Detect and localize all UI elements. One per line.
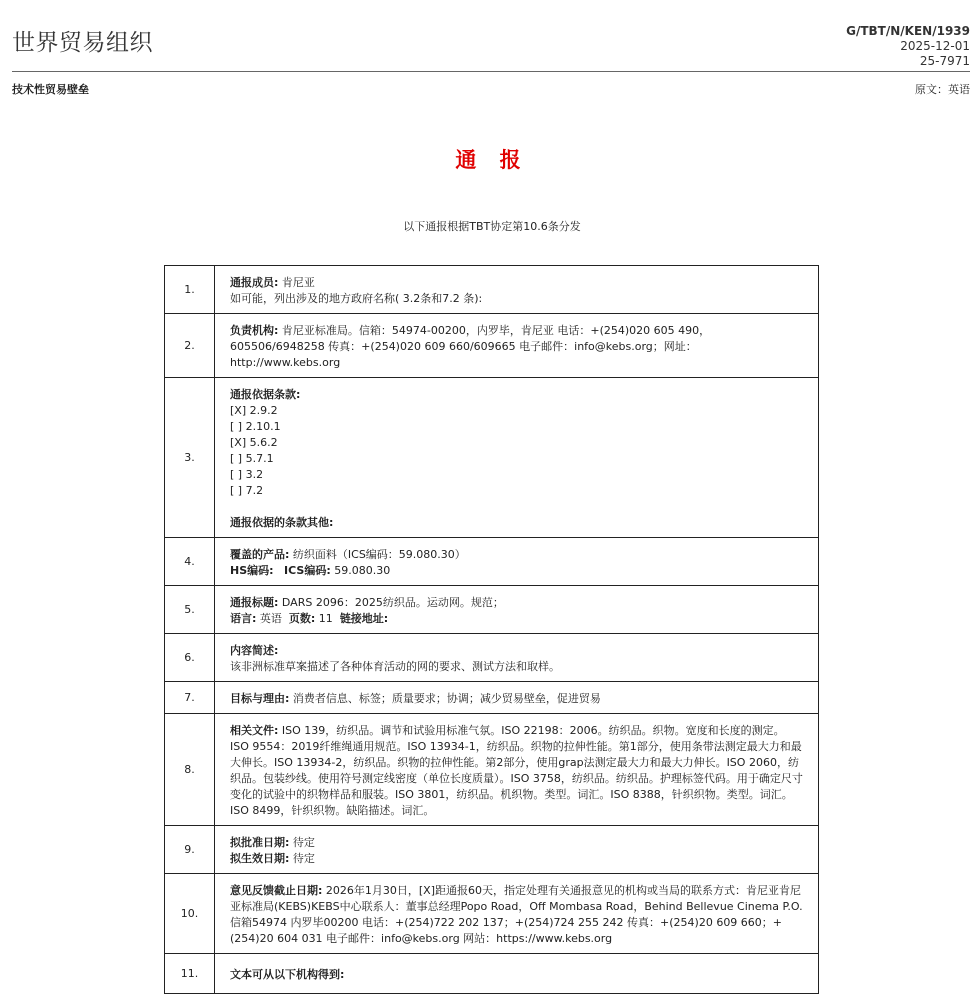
field-label: 通报依据条款: <box>230 387 301 401</box>
row-number: 9. <box>165 826 215 874</box>
row-content <box>215 378 819 538</box>
row-number: 11. <box>165 954 215 994</box>
field-value: 纺织面料（ICS编码：59.080.30） <box>289 547 466 561</box>
table-row <box>165 714 819 826</box>
table-row <box>165 378 819 538</box>
row-number: 4. <box>165 538 215 586</box>
field-label: 文本可从以下机构得到: <box>230 967 345 981</box>
field-value: 肯尼亚标准局。信箱：54974-00200，内罗毕，肯尼亚 电话：+(254)020 605 490，605506/6948258 传真：+(254)020 609 660/609665 电子邮件：info@kebs.org；网址：http://www.kebs.org <box>230 323 711 369</box>
field-value: 2026年1月30日，[X]距通报60天，指定处理有关通报意见的机构或当局的联系方式：肯尼亚肯尼亚标准局(KEBS)KEBS中心联系人：董事总经理Popo Road，Off Mombasa Road，Behind Bellevue Cinema P.O.信箱54974 内罗毕00200 电话：+(254)722 202 137；+(254)724 255 242 传真：+(254)20 609 660；+(254)20 604 031 电子邮件：info@kebs.org 网站：https://www.kebs.org <box>230 883 803 945</box>
field-label: 目标与理由: <box>230 691 290 705</box>
field-label: ICS编码: <box>284 563 331 577</box>
field-label: 负责机构: <box>230 323 279 337</box>
field-value: 待定 <box>289 835 315 849</box>
row-content <box>215 314 819 378</box>
row-number: 3. <box>165 378 215 538</box>
doc-date: 2025-12-01 <box>900 39 970 53</box>
row-content <box>215 586 819 634</box>
row-number: 1. <box>165 266 215 314</box>
field-value: 肯尼亚 <box>278 275 315 289</box>
notice-subtitle: 以下通报根据TBT协定第10.6条分发 <box>403 220 581 233</box>
field-value: 11 <box>315 611 333 625</box>
field-label: 覆盖的产品: <box>230 547 290 561</box>
field-value: ISO 139，纺织品。调节和试验用标准气氛。ISO 22198：2006。纺织品。织物。宽度和长度的测定。ISO 9554：2019纤维绳通用规范。ISO 13934-1，纺织品。织物的拉伸性能。第1部分，使用条带法测定最大力和最大伸长。ISO 13934-2，纺织品。织物的拉伸性能。第2部分，使用grap法测定最大力和最大力伸长。ISO 2060，纺织品。包装纱线。使用符号测定线密度（单位长度质量）。ISO 3758，纺织品。纺织品。护理标签代码。用于确定尺寸变化的试验中的织物样品和服装。ISO 3801，纺织品。机织物。类型。词汇。ISO 8388，针织织物。类型。词汇。ISO 8499，针织织物。缺陷描述。词汇。 <box>230 723 803 817</box>
field-label: 页数: <box>288 611 316 625</box>
field-value: 英语 <box>256 611 282 625</box>
doc-code: G/TBT/N/KEN/1939 <box>846 24 970 38</box>
row-number: 5. <box>165 586 215 634</box>
field-label: 内容简述: <box>230 643 279 657</box>
row-content <box>215 874 819 954</box>
row-number: 10. <box>165 874 215 954</box>
notice-title: 通 报 <box>455 148 529 172</box>
field-label: 拟批准日期: <box>230 835 290 849</box>
table-row <box>165 682 819 714</box>
list-item: [X] 5.6.2 <box>230 435 278 449</box>
field-label: 拟生效日期: <box>230 851 290 865</box>
original-language: 原文：英语 <box>915 83 970 96</box>
table-row <box>165 826 819 874</box>
table-row <box>165 586 819 634</box>
row-content <box>215 266 819 314</box>
document-meta <box>846 24 970 69</box>
doc-number: 25-7971 <box>919 54 970 68</box>
list-item: [ ] 5.7.1 <box>230 451 274 465</box>
org-title: 世界贸易组织 <box>12 30 153 56</box>
list-item: [ ] 3.2 <box>230 467 264 481</box>
field-value: DARS 2096：2025纺织品。运动网。规范； <box>278 595 504 609</box>
notification-table <box>164 265 819 994</box>
field-label: 意见反馈截止日期: <box>230 883 323 897</box>
row-content <box>215 826 819 874</box>
field-value: 59.080.30 <box>330 563 391 577</box>
table-row <box>165 314 819 378</box>
list-item: [X] 2.9.2 <box>230 403 278 417</box>
list-item: [ ] 7.2 <box>230 483 264 497</box>
spacer <box>230 499 803 515</box>
row-number: 6. <box>165 634 215 682</box>
row-content <box>215 682 819 714</box>
table-row <box>165 954 819 994</box>
field-label: 通报标题: <box>230 595 279 609</box>
field-value: 该非洲标准草案描述了各种体育活动的网的要求、测试方法和取样。 <box>230 659 560 673</box>
table-row <box>165 634 819 682</box>
row-content <box>215 634 819 682</box>
table-row <box>165 266 819 314</box>
field-label: 链接地址: <box>339 611 389 625</box>
field-value: 消费者信息、标签；质量要求；协调；减少贸易壁垒，促进贸易 <box>289 691 601 705</box>
row-number: 2. <box>165 314 215 378</box>
committee-name: 技术性贸易壁垒 <box>12 83 89 96</box>
field-label: 通报依据的条款其他: <box>230 515 334 529</box>
row-content <box>215 954 819 994</box>
row-content <box>215 714 819 826</box>
list-item: [ ] 2.10.1 <box>230 419 281 433</box>
field-value: 待定 <box>289 851 315 865</box>
row-content <box>215 538 819 586</box>
field-label: 通报成员: <box>230 275 279 289</box>
field-note: 如可能，列出涉及的地方政府名称( 3.2条和7.2 条): <box>230 291 483 305</box>
table-row <box>165 874 819 954</box>
row-number: 8. <box>165 714 215 826</box>
table-row <box>165 538 819 586</box>
field-label: 相关文件: <box>230 723 279 737</box>
header-divider <box>12 71 970 72</box>
row-number: 7. <box>165 682 215 714</box>
field-label: 语言: <box>230 611 257 625</box>
field-label: HS编码: <box>230 563 274 577</box>
